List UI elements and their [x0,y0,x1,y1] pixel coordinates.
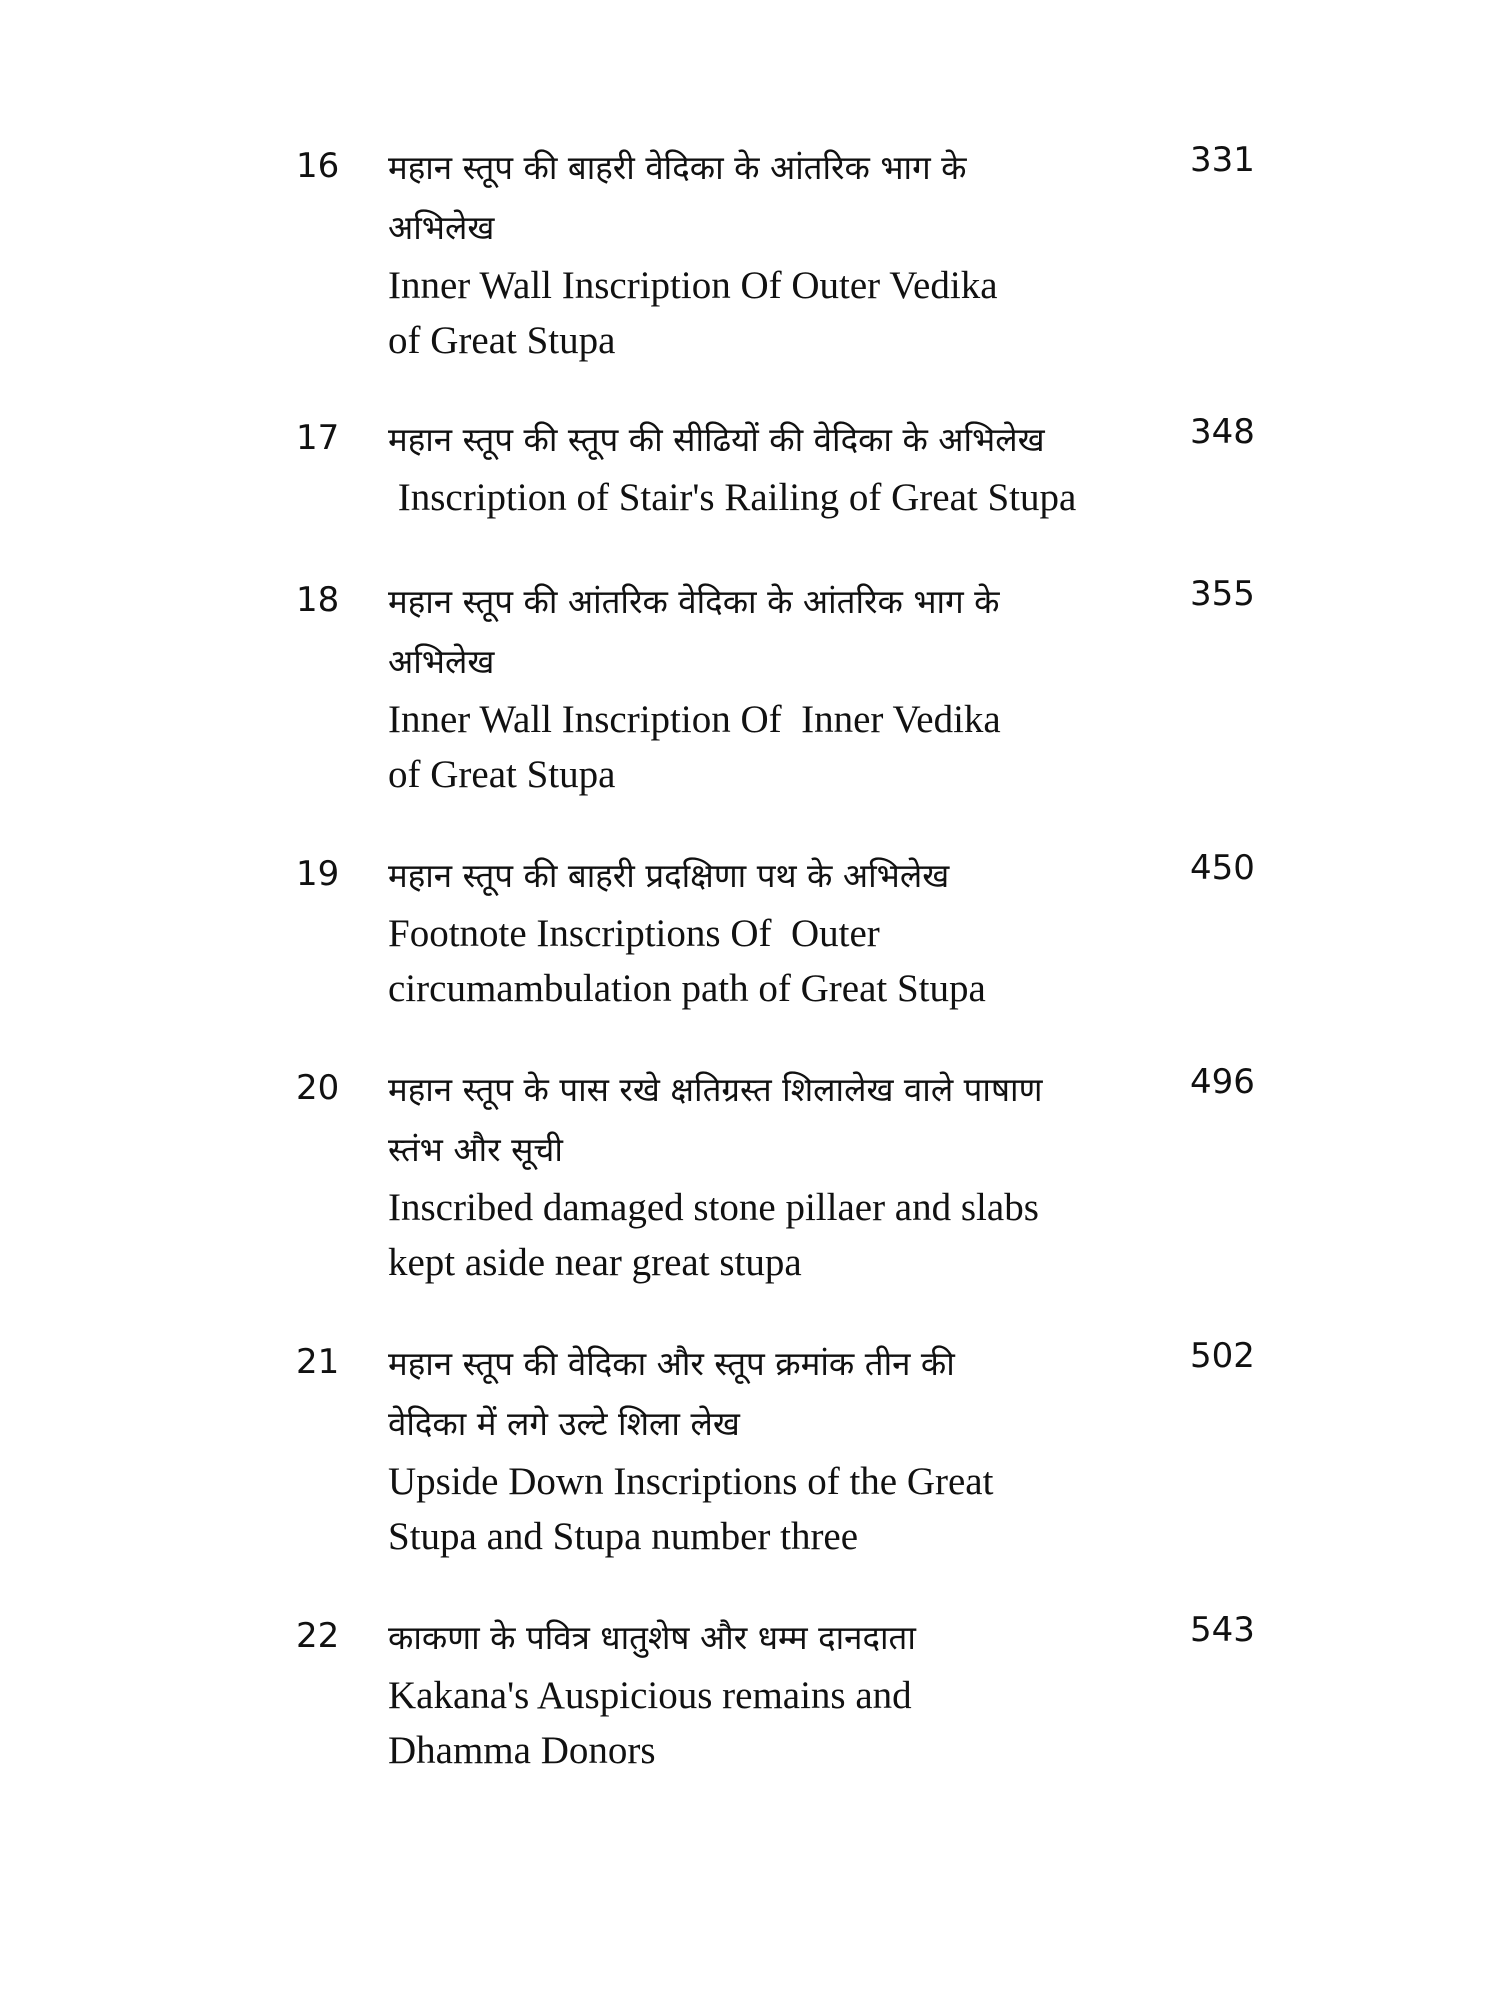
page-number: 543 [1190,1610,1255,1650]
english-title-line: Stupa and Stupa number three [388,1515,859,1558]
english-title-line: Upside Down Inscriptions of the Great [388,1460,994,1503]
entry-number: 21 [296,1342,340,1382]
hindi-title-line: महान स्तूप की बाहरी प्रदक्षिणा पथ के अभिलेख [388,856,950,895]
english-title-line: Footnote Inscriptions Of Outer [388,912,880,955]
entry-titles [388,138,1168,368]
entry-titles [388,846,1168,1016]
english-title-line: Inner Wall Inscription Of Inner Vedika [388,698,1001,741]
entry-number: 16 [296,146,340,186]
hindi-title-line: अभिलेख [388,642,495,681]
english-title-line: Kakana's Auspicious remains and [388,1674,912,1717]
hindi-title-line: स्तंभ और सूची [388,1130,563,1169]
entry-number: 19 [296,854,340,894]
entry-number: 20 [296,1068,340,1108]
english-title-line: of Great Stupa [388,753,616,796]
hindi-title-line: महान स्तूप के पास रखे क्षतिग्रस्त शिलालेख वाले पाषाण [388,1070,1043,1109]
page-number: 355 [1190,574,1255,614]
page-number: 496 [1190,1062,1255,1102]
entry-titles [388,410,1168,525]
english-title-line: Inscription of Stair's Railing of Great Stupa [388,476,1077,519]
hindi-title-line: अभिलेख [388,208,495,247]
english-title-line: kept aside near great stupa [388,1241,802,1284]
hindi-title-line: महान स्तूप की स्तूप की सीढियों की वेदिका के अभिलेख [388,420,1045,459]
entry-titles [388,1060,1168,1290]
english-title-line: Inner Wall Inscription Of Outer Vedika [388,264,998,307]
entry-number: 22 [296,1616,340,1656]
english-title-line: circumambulation path of Great Stupa [388,967,986,1010]
english-title-line: Dhamma Donors [388,1729,656,1772]
page-number: 502 [1190,1336,1255,1376]
hindi-title-line: महान स्तूप की वेदिका और स्तूप क्रमांक तीन की [388,1344,955,1383]
english-title-line: of Great Stupa [388,319,616,362]
entry-titles [388,1334,1168,1564]
page-number: 450 [1190,848,1255,888]
entry-number: 17 [296,418,340,458]
hindi-title-line: महान स्तूप की बाहरी वेदिका के आंतरिक भाग के [388,148,967,187]
english-title-line: Inscribed damaged stone pillaer and slabs [388,1186,1039,1229]
page-number: 348 [1190,412,1255,452]
entry-titles [388,572,1168,802]
page-number: 331 [1190,140,1255,180]
hindi-title-line: महान स्तूप की आंतरिक वेदिका के आंतरिक भाग के [388,582,1000,621]
entry-titles [388,1608,1168,1778]
hindi-title-line: वेदिका में लगे उल्टे शिला लेख [388,1404,740,1443]
hindi-title-line: काकणा के पवित्र धातुशेष और धम्म दानदाता [388,1618,916,1657]
entry-number: 18 [296,580,340,620]
